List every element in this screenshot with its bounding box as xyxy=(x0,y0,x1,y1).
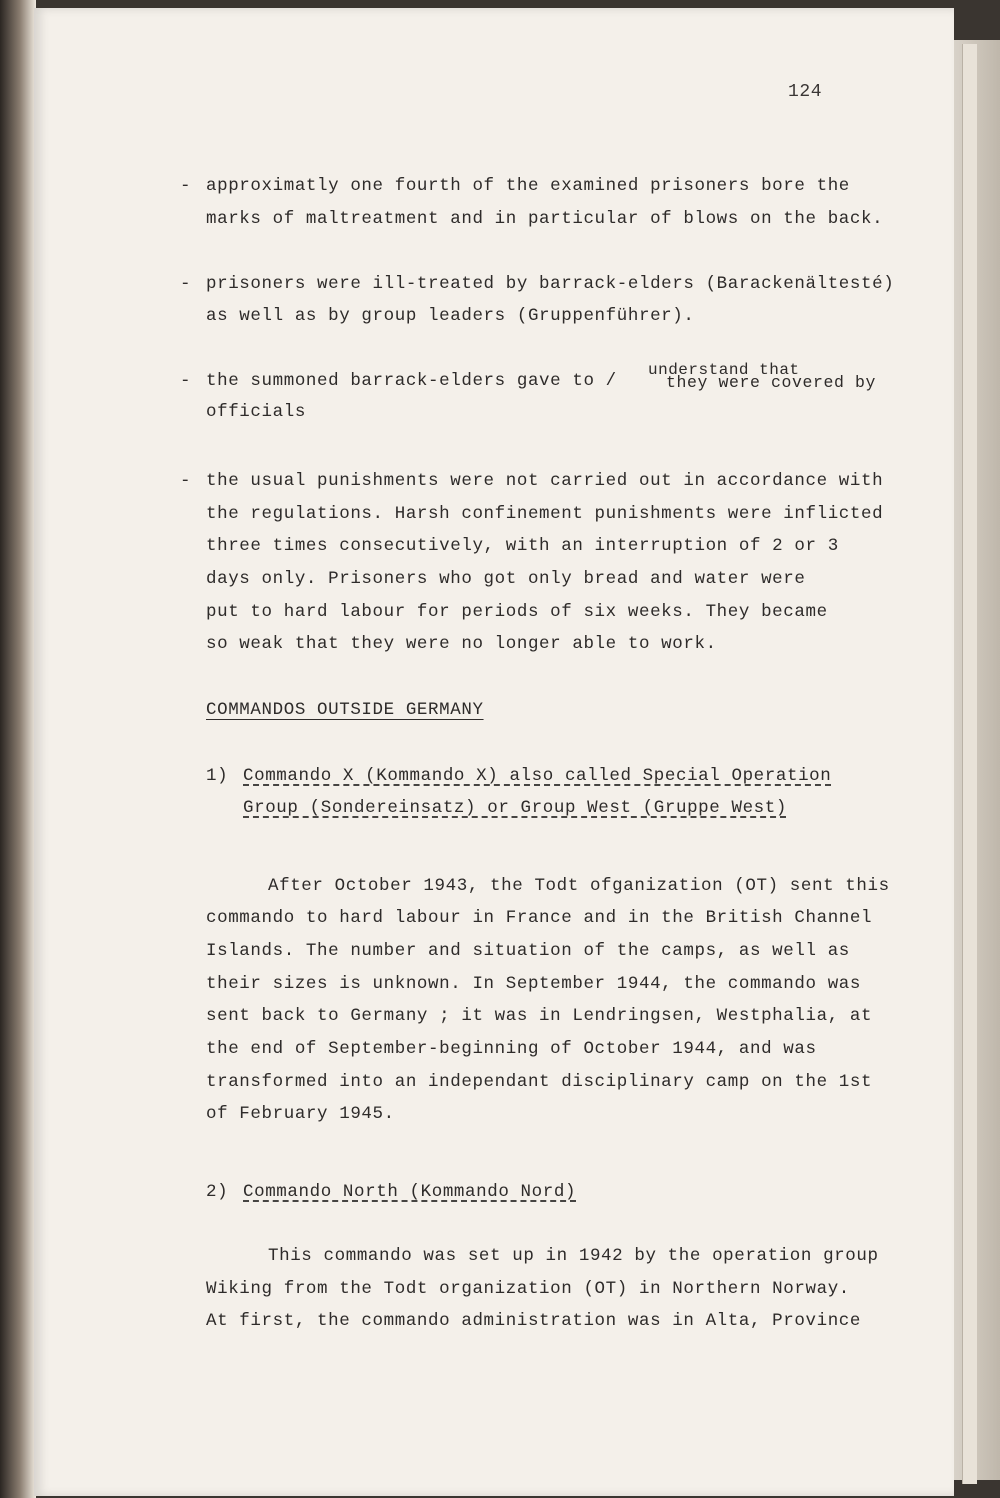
bullet-line-end: they were covered by xyxy=(666,373,877,392)
item-title: Commando North (Kommando Nord) xyxy=(243,1182,577,1202)
bullet-dash: - xyxy=(180,471,192,491)
bullet-line: the regulations. Harsh confinement punishments were inflicted xyxy=(206,504,884,524)
paragraph-line: commando to hard labour in France and in the British Channel xyxy=(206,908,873,928)
bullet-line: days only. Prisoners who got only bread and water were xyxy=(206,569,806,589)
item-number: 1) xyxy=(206,766,229,786)
paragraph-line: This commando was set up in 1942 by the operation group xyxy=(268,1246,879,1266)
bullet-line: the usual punishments were not carried out in accordance with xyxy=(206,471,884,491)
bullet-line: officials xyxy=(206,402,306,422)
paragraph-line: transformed into an independant disciplinary camp on the 1st xyxy=(206,1072,873,1092)
bullet-line: put to hard labour for periods of six weeks. They became xyxy=(206,602,828,622)
handwritten-insertion: understand that xyxy=(648,361,800,379)
paragraph-line: Wiking from the Todt organization (OT) in Northern Norway. xyxy=(206,1279,850,1299)
bullet-dash: - xyxy=(180,371,192,391)
item-number: 2) xyxy=(206,1182,229,1202)
bullet-line: marks of maltreatment and in particular of blows on the back. xyxy=(206,209,884,229)
paragraph-line: their sizes is unknown. In September 1944, the commando was xyxy=(206,974,862,994)
bullet-dash: - xyxy=(180,274,192,294)
paragraph-line: of February 1945. xyxy=(206,1104,395,1124)
bullet-line: the summoned barrack-elders gave to / xyxy=(206,371,617,391)
paragraph-line: sent back to Germany ; it was in Lendringsen, Westphalia, at xyxy=(206,1006,873,1026)
page-edge-strip xyxy=(962,44,977,1484)
page-number: 124 xyxy=(788,82,823,102)
item-title: Group (Sondereinsatz) or Group West (Gruppe West) xyxy=(243,798,787,818)
bullet-line: prisoners were ill-treated by barrack-elders (Barackenältesté) xyxy=(206,274,895,294)
bullet-line: as well as by group leaders (Gruppenführer). xyxy=(206,306,695,326)
book-spine xyxy=(0,0,36,1498)
bullet-line: approximatly one fourth of the examined prisoners bore the xyxy=(206,176,850,196)
paragraph-line: After October 1943, the Todt ofganization (OT) sent this xyxy=(268,876,890,896)
section-heading: COMMANDOS OUTSIDE GERMANY xyxy=(206,700,484,720)
bullet-line: so weak that they were no longer able to work. xyxy=(206,634,717,654)
bullet-line: three times consecutively, with an interruption of 2 or 3 xyxy=(206,536,839,556)
bullet-dash: - xyxy=(180,176,192,196)
paragraph-line: the end of September-beginning of October 1944, and was xyxy=(206,1039,817,1059)
item-title: Commando X (Kommando X) also called Special Operation xyxy=(243,766,832,786)
paragraph-line: Islands. The number and situation of the camps, as well as xyxy=(206,941,850,961)
paragraph-line: At first, the commando administration was in Alta, Province xyxy=(206,1311,862,1331)
